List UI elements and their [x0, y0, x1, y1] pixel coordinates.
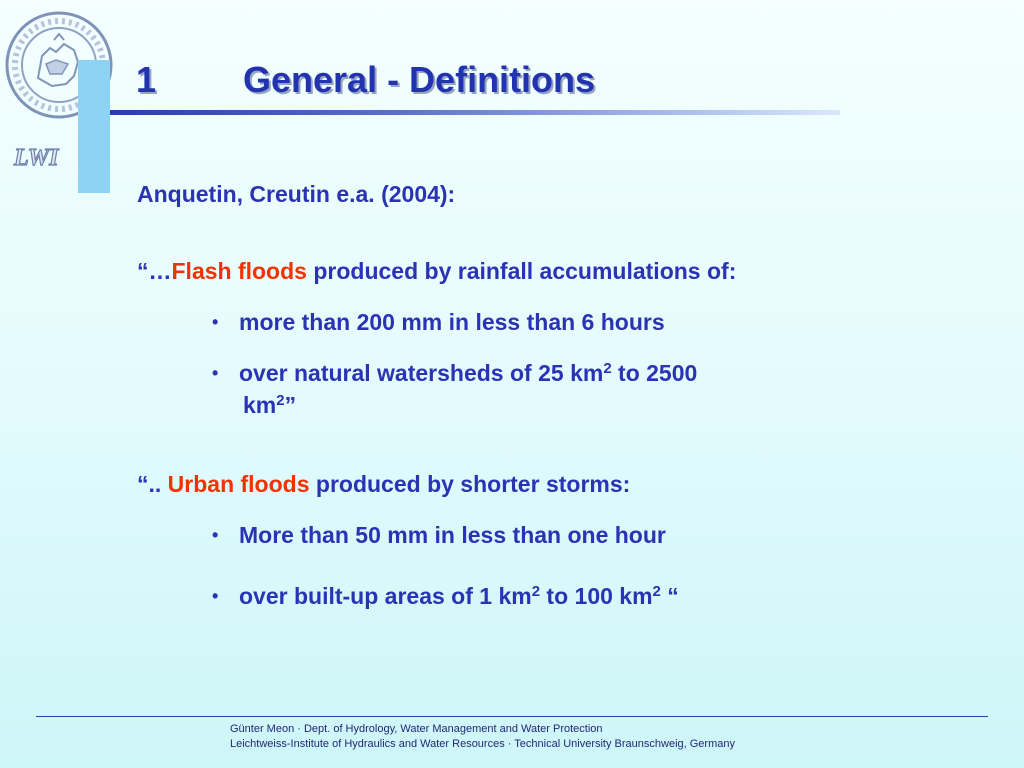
footer-institute: Leichtweiss-Institute of Hydraulics and Water Resources · Technical University Braunschweig, Germany	[230, 738, 735, 750]
section-number: 1	[136, 59, 157, 100]
urban-floods-keyword: Urban floods	[167, 471, 310, 497]
flash-bullet-1: more than 200 mm in less than 6 hours	[239, 309, 665, 335]
source-citation: Anquetin, Creutin e.a. (2004):	[137, 181, 456, 207]
flash-bullet-2	[239, 359, 697, 387]
slide-title: General - Definitions	[243, 59, 596, 100]
flash-bullet-2-text: over natural watersheds of 25 km	[239, 360, 604, 386]
footer-author: Günter Meon · Dept. of Hydrology, Water Management and Water Protection	[230, 723, 603, 735]
urban-bullet-2-range: to 100 km	[540, 583, 653, 609]
title-underline	[110, 110, 840, 115]
urban-bullet-2	[239, 582, 679, 610]
lwi-logo	[10, 140, 80, 174]
superscript: 2	[603, 360, 612, 377]
flash-floods-definition	[137, 257, 736, 285]
flash-bullet-2-range: to 2500	[611, 360, 698, 386]
flash-floods-text: produced by rainfall accumulations of:	[306, 258, 737, 284]
footer-rule	[36, 716, 988, 717]
footer	[230, 722, 735, 752]
bullet-glyph: •	[212, 525, 219, 545]
accent-bar	[78, 60, 110, 193]
urban-bullet-1: More than 50 mm in less than one hour	[239, 522, 666, 548]
flash-floods-keyword: Flash floods	[171, 258, 307, 284]
quote-open: “..	[137, 471, 168, 497]
unit-km: km	[243, 392, 277, 418]
bullet-glyph: •	[212, 312, 219, 332]
svg-text:LWI: LWI	[14, 145, 59, 171]
quote-close: “	[660, 583, 679, 609]
quote-open: “…	[137, 258, 172, 284]
superscript: 2	[531, 583, 541, 600]
superscript: 2	[652, 583, 661, 600]
flash-bullet-2-continued	[243, 391, 296, 419]
bullet-glyph: •	[212, 363, 219, 383]
urban-floods-definition	[137, 470, 630, 498]
bullet-glyph: •	[212, 586, 219, 606]
urban-bullet-2-text: over built-up areas of 1 km	[239, 583, 532, 609]
urban-floods-text: produced by shorter storms:	[309, 471, 631, 497]
quote-close: ”	[284, 392, 297, 418]
superscript: 2	[276, 392, 285, 409]
